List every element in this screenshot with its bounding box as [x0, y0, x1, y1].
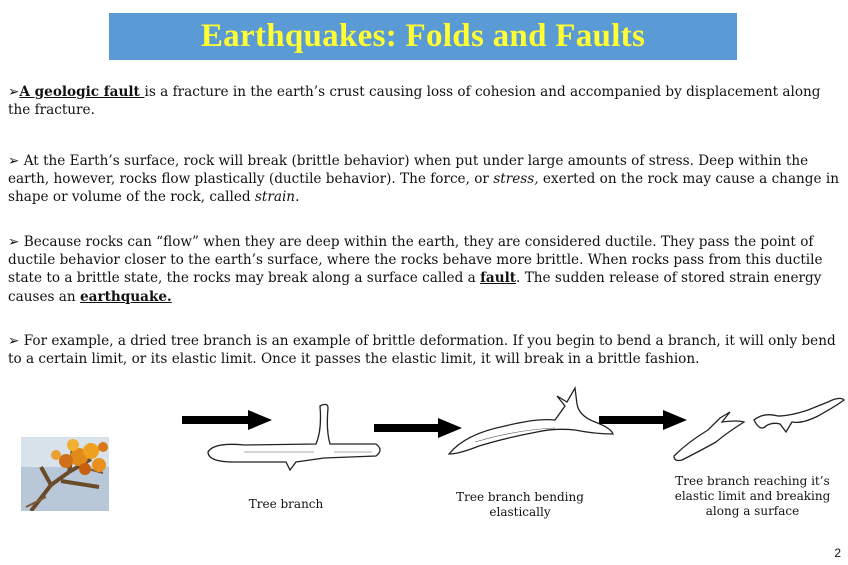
broken-branch-drawing — [668, 392, 848, 464]
slide-title: Earthquakes: Folds and Faults — [200, 18, 646, 54]
term-stress: stress, — [493, 171, 539, 188]
page-number: 2 — [834, 546, 841, 560]
paragraph-tree-branch-example — [8, 332, 842, 368]
bullet-marker: ➢ — [8, 153, 20, 169]
paragraph-ductile-brittle — [8, 233, 842, 306]
fault-definition-text: is a fracture in the earth’s crust causing loss of cohesion and accompanied by displacement along the fracture. — [8, 84, 821, 119]
stress-text-c: . — [295, 189, 300, 206]
bullet-marker: ➢ — [8, 333, 20, 349]
ductile-text-a: Because rocks can “flow” when they are deep within the earth, they are considered ductile. They pass the point of ductile behavior closer to the earth’s surface, where the rocks behave more brittle. When rocks pass from this ductile state to a brittle state, the rocks may break along a surface called a — [8, 234, 823, 287]
bullet-marker: ➢ — [8, 234, 20, 250]
title-banner — [109, 13, 737, 60]
caption-tree-branch: Tree branch — [248, 497, 324, 511]
stress-text-b: exerted on the rock may cause a change in shape or volume of the rock, called — [8, 171, 839, 206]
term-strain: strain — [254, 189, 296, 206]
ductile-text-b: . The sudden release of stored strain energy causes an — [8, 270, 822, 305]
tree-photo — [21, 437, 109, 511]
paragraph-fault-definition — [8, 83, 842, 119]
caption-branch-breaking: Tree branch reaching it’s elastic limit and breaking along a surface — [674, 474, 831, 518]
straight-branch-drawing — [204, 400, 386, 472]
bullet-marker: ➢ — [8, 84, 20, 100]
term-geologic-fault: A geologic fault — [19, 84, 145, 100]
bending-branch-drawing — [445, 382, 617, 462]
paragraph-stress-strain — [8, 152, 842, 207]
stress-text-a: At the Earth’s surface, rock will break (brittle behavior) when put under large amounts of stress. Deep within the earth, however, rocks flow plastically (ductile behavior). The force, or — [8, 153, 809, 188]
caption-branch-bending: Tree branch bending elastically — [456, 490, 584, 519]
example-text: For example, a dried tree branch is an example of brittle deformation. If you begin to bend a branch, it will only bend to a certain limit, or its elastic limit. Once it passes the elastic limit, it will break in a brittle fashion. — [8, 333, 836, 368]
term-earthquake: earthquake. — [79, 288, 172, 305]
term-fault: fault — [480, 270, 517, 287]
